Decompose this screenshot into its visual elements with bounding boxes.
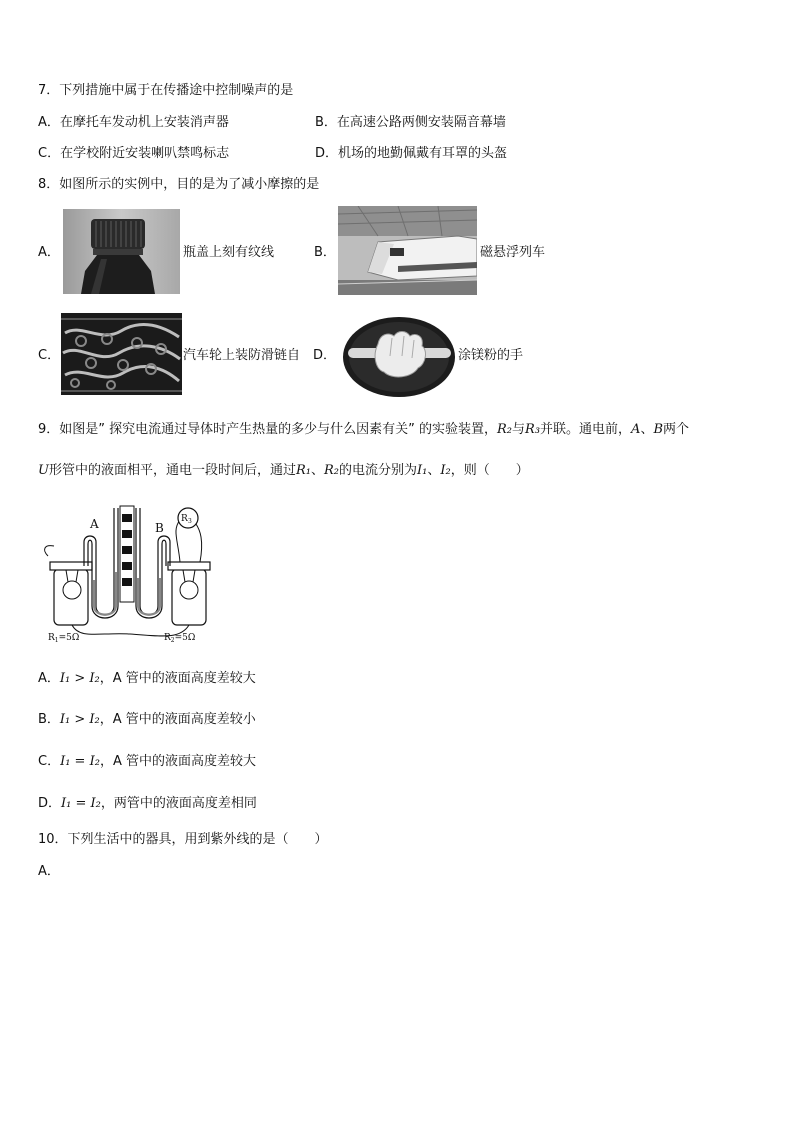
q9-option-d[interactable] — [38, 795, 257, 813]
q9-r3: R₃ — [525, 422, 541, 437]
q9-option-b[interactable] — [38, 711, 256, 729]
r2-fig-label: R — [164, 633, 171, 643]
q9-option-a-math: I₁ > I₂ — [59, 671, 100, 686]
q9-line2-text: 形管中的液面相平，通电一段时间后，通过 — [48, 463, 296, 478]
q9-stem-text2: 并联。通电前， — [540, 422, 632, 437]
q9-line2-mid: 的电流分别为 — [339, 463, 418, 478]
q9-option-b-letter: B． — [38, 712, 60, 727]
svg-text:R1=5Ω — [48, 633, 79, 644]
tube-a-label: A — [90, 517, 99, 531]
q9-a-label: A — [631, 422, 641, 437]
q9-r2: R₂ — [497, 422, 513, 437]
q9-option-d-letter: D． — [38, 796, 62, 811]
q9-stem-text: 9．如图是” 探究电流通过导体时产生热量的多少与什么因素有关” 的实验装置， — [38, 422, 498, 437]
q9-with: 与 — [512, 422, 526, 437]
q9-stem-line2 — [38, 462, 529, 480]
q7-option-d[interactable]: D．机场的地勤佩戴有耳罩的头盔 — [315, 146, 508, 161]
r2-fig-val: =5Ω — [174, 633, 196, 643]
q9-option-c-text: ，A 管中的液面高度差较大 — [99, 754, 256, 769]
q9-stem-end: 两个 — [663, 422, 690, 437]
r1-fig-label: R — [48, 633, 55, 643]
tube-b-label: B — [155, 521, 164, 535]
q9-i1: I₁ — [417, 463, 428, 478]
q9-option-c-letter: C． — [38, 754, 61, 769]
svg-text:R2=5Ω — [164, 633, 195, 644]
q9-option-a-text: ，A 管中的液面高度差较大 — [99, 671, 256, 686]
q9-stem-line1 — [38, 421, 689, 439]
q9-sep: 、 — [640, 422, 654, 437]
r1-fig-sub: 1 — [54, 637, 59, 644]
q7-option-b[interactable]: B．在高速公路两侧安装隔音幕墙 — [315, 115, 506, 130]
q10-stem: 10．下列生活中的器具，用到紫外线的是（ ） — [38, 832, 328, 847]
q9-option-b-math: I₁ > I₂ — [59, 712, 100, 727]
q8-option-a-letter[interactable]: A． — [38, 245, 60, 260]
q8-option-a-text[interactable]: 瓶盖上刻有纹线 — [183, 245, 275, 260]
q9-b-label: B — [653, 422, 664, 437]
q9-r2b: R₂ — [324, 463, 339, 478]
q8-option-b-text[interactable]: 磁悬浮列车 — [480, 245, 546, 260]
q9-option-a-letter: A． — [38, 671, 60, 686]
r1-fig-val: =5Ω — [58, 633, 80, 643]
q7-option-c[interactable]: C．在学校附近安装喇叭禁鸣标志 — [38, 146, 230, 161]
q8-option-b-letter[interactable]: B． — [314, 245, 336, 260]
q9-i2: I₂ — [440, 463, 451, 478]
joule-heating-apparatus-figure — [40, 500, 220, 648]
q9-sep2: 、 — [310, 463, 324, 478]
r3-fig-sub: 3 — [188, 518, 192, 525]
q7-stem: 7．下列措施中属于在传播途中控制噪声的是 — [38, 83, 294, 98]
q9-u: U — [38, 463, 49, 478]
r2-fig-sub: 2 — [170, 637, 175, 644]
q7-option-a[interactable]: A．在摩托车发动机上安装消声器 — [38, 115, 229, 130]
q9-option-c-math: I₁ = I₂ — [60, 754, 100, 769]
q9-option-b-text: ，A 管中的液面高度差较小 — [99, 712, 256, 727]
q10-option-a[interactable]: A． — [38, 864, 60, 879]
q8-option-c-text[interactable]: 汽车轮上装防滑链自 — [183, 348, 301, 363]
q9-sep3: 、 — [427, 463, 441, 478]
q8-stem: 8．如图所示的实例中，目的是为了减小摩擦的是 — [38, 177, 320, 192]
q9-option-a[interactable] — [38, 670, 256, 688]
q9-line2-end: ，则（ ） — [450, 463, 529, 478]
q9-option-d-math: I₁ = I₂ — [61, 796, 101, 811]
q9-r1b: R₁ — [295, 463, 311, 478]
q9-option-c[interactable] — [38, 753, 256, 771]
q8-option-c-letter[interactable]: C． — [38, 348, 61, 363]
maglev-train-image — [338, 206, 477, 295]
snow-chain-tire-image — [61, 313, 182, 395]
q8-option-d-text[interactable]: 涂镁粉的手 — [458, 348, 524, 363]
r3-fig-label: R — [181, 514, 188, 524]
q9-option-d-text: ，两管中的液面高度差相同 — [100, 796, 257, 811]
bottle-cap-image — [63, 209, 180, 294]
q8-option-d-letter[interactable]: D． — [313, 348, 337, 363]
chalked-hand-image — [342, 316, 457, 398]
